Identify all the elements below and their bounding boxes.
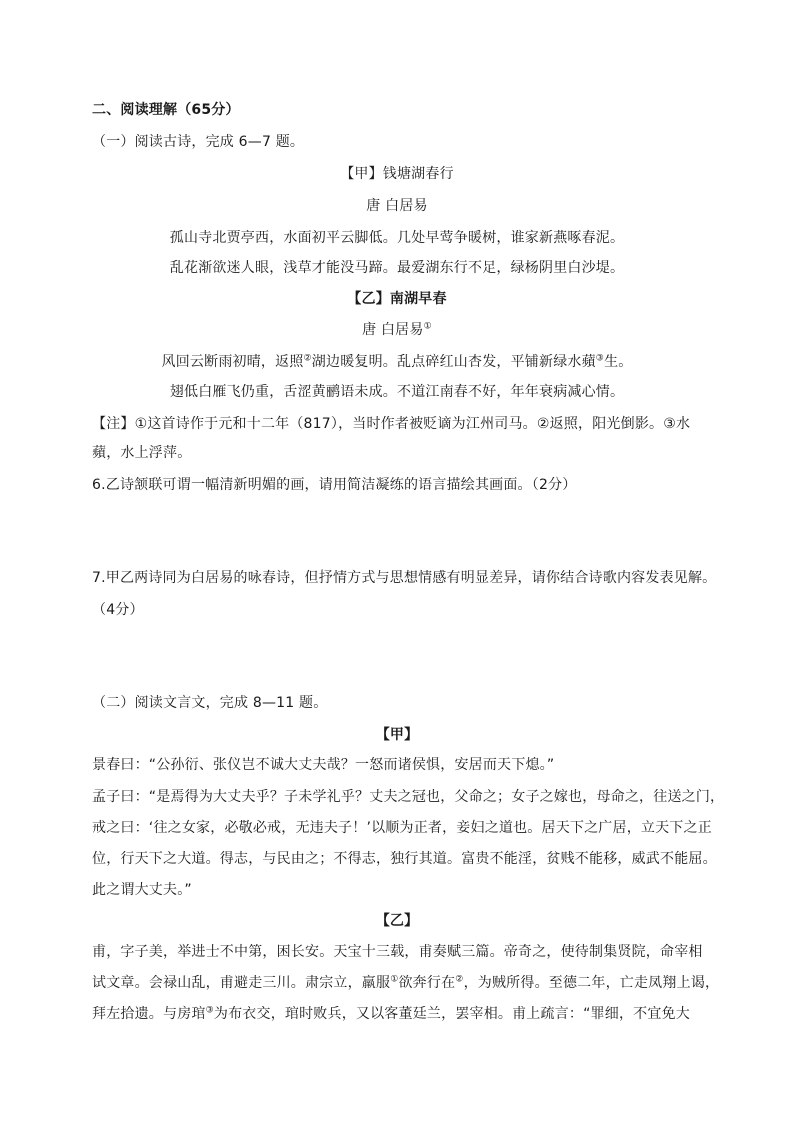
- poem-b-line: 翅低白雁飞仍重，舌涩黄鹂语未成。不道江南春不好，年年衰病减心情。: [169, 384, 625, 400]
- passage-yi-text: 欲奔行在: [398, 975, 456, 991]
- poem-b-line: [0, 352, 794, 372]
- poem-a-line: 孤山寺北贾亭西，水面初平云脚低。几处早莺争暖树，谁家新燕啄春泥。: [169, 230, 625, 246]
- passage-jia-line: 景春曰：“公孙衍、张仪岂不诚大丈夫哉？一怒而诸侯惧，安居而天下熄。”: [92, 757, 555, 773]
- passage-yi-text: 为布衣交，琯时败兵，又以客董廷兰，罢宰相。甫上疏言：“罪细，不宜免大: [213, 1006, 690, 1022]
- passage-jia-line: 孟子曰：“是焉得为大丈夫乎？子未学礼乎？丈夫之冠也，父命之；女子之嫁也，母命之，往送之门，: [92, 789, 725, 805]
- poem-b-text: 湖边暖复明。乱点碎红山杏发，平铺新绿水蘋: [311, 354, 596, 370]
- passage-yi-text: ，为贼所得。至德二年，亡走凤翔上谒，: [463, 975, 720, 991]
- poem-b-author-name: 唐 白居易: [362, 322, 424, 338]
- passage-yi-text: 拜左拾遗。与房琯: [92, 1006, 206, 1022]
- poem-b-text: 生。: [604, 354, 633, 370]
- footnote-marker: ③: [205, 1005, 214, 1016]
- poem-a-line: 乱花渐欲迷人眼，浅草才能没马蹄。最爱湖东行不足，绿杨阴里白沙堤。: [169, 260, 625, 276]
- passage-yi-heading: 【乙】: [375, 913, 419, 929]
- poem-b-title: 【乙】南湖早春: [347, 291, 447, 307]
- passage-yi-line: [92, 1004, 690, 1024]
- question-7: 7.甲乙两诗同为白居易的咏春诗，但抒情方式与思想情感有明显差异，请你结合诗歌内容发表见解。: [92, 570, 717, 586]
- annotation-line: 【注】①这首诗作于元和十二年（817），当时作者被贬谪为江州司马。②返照，阳光倒影。③水: [92, 416, 691, 432]
- question-7-score: （4分）: [92, 602, 144, 618]
- section-title: 二、阅读理解（65分）: [92, 102, 240, 118]
- annotation-line: 蘋，水上浮萍。: [92, 445, 192, 461]
- question-6: 6.乙诗颔联可谓一幅清新明媚的画，请用简洁凝练的语言描绘其画面。（2分）: [92, 477, 577, 493]
- part2-intro: （二）阅读文言文，完成 8—11 题。: [92, 695, 328, 711]
- passage-yi-line: 甫，字子美，举进士不中第，困长安。天宝十三载，甫奏赋三篇。帝奇之，使待制集贤院，命宰相: [92, 944, 703, 960]
- footnote-marker: ②: [303, 353, 312, 364]
- poem-a-title: 【甲】钱塘湖春行: [340, 166, 454, 182]
- footnote-marker: ③: [595, 353, 605, 364]
- passage-jia-line: 位，行天下之大道。得志，与民由之；不得志，独行其道。富贵不能淫，贫贱不能移，威武不能屈。: [92, 851, 717, 867]
- footnote-marker: ①: [423, 321, 432, 332]
- poem-b-text: 风回云断雨初晴，返照: [161, 354, 304, 370]
- part1-intro: （一）阅读古诗，完成 6—7 题。: [92, 134, 305, 150]
- footnote-marker: ①: [390, 974, 399, 985]
- passage-yi-line: [92, 973, 719, 993]
- poem-b-author: [0, 320, 794, 340]
- passage-jia-line: 戒之曰：‘往之女家，必敬必戒，无违夫子！’以顺为正者，妾妇之道也。居天下之广居，立天下之正: [92, 820, 712, 836]
- passage-jia-heading: 【甲】: [375, 727, 419, 743]
- passage-yi-text: 试文章。会禄山乱，甫避走三川。肃宗立，羸服: [92, 975, 391, 991]
- poem-a-author: 唐 白居易: [366, 198, 428, 214]
- passage-jia-line: 此之谓大丈夫。”: [92, 882, 192, 898]
- footnote-marker: ②: [455, 974, 464, 985]
